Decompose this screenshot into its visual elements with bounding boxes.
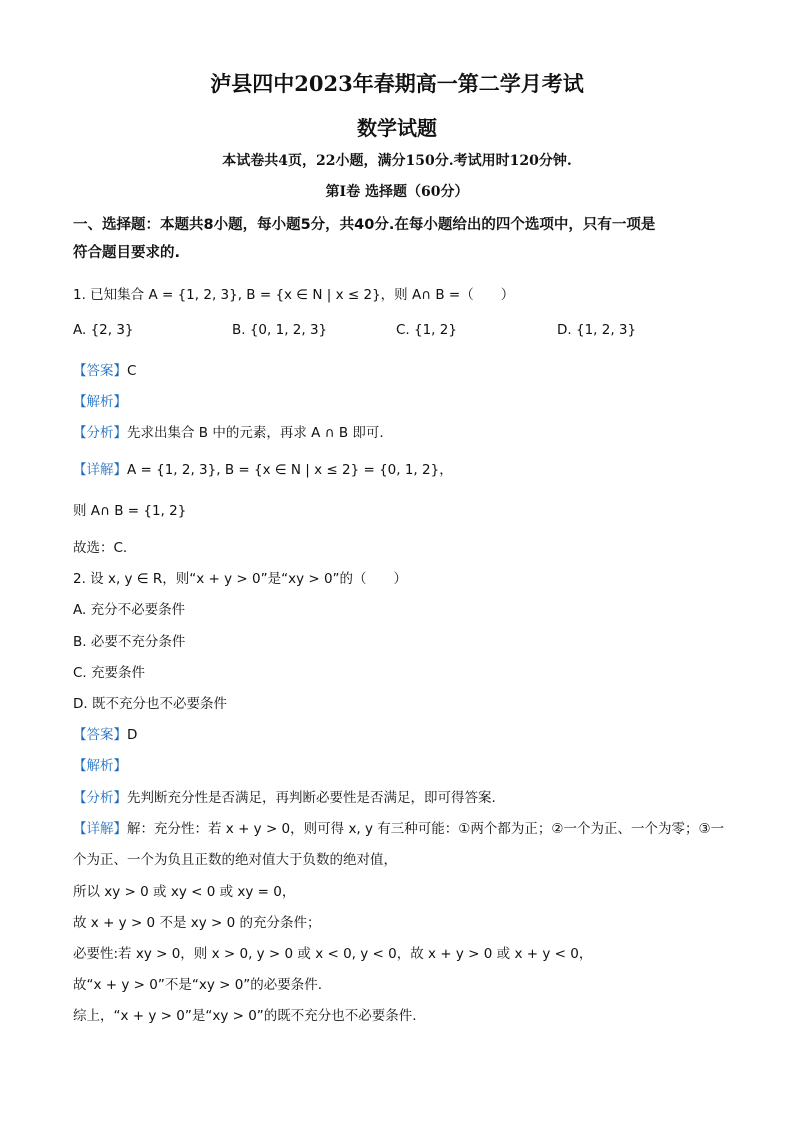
q1-answer-value: C (127, 363, 137, 379)
answer-tag: 【答案】 (73, 363, 127, 379)
q1-fenxi (73, 421, 726, 441)
fenxi-tag: 【分析】 (73, 790, 127, 806)
q2-stem: 2. 设 x, y ∈ R，则“x + y > 0”是“xy > 0”的（ ） (73, 571, 408, 587)
q1-option-d: D. {1, 2, 3} (557, 322, 637, 338)
q2-option-d: D. 既不充分也不必要条件 (73, 696, 227, 712)
q2-line7: 综上，“x + y > 0”是“xy > 0”的既不充分也不必要条件. (73, 1008, 417, 1024)
answer-tag: 【答案】 (73, 727, 127, 743)
analysis-tag: 【解析】 (73, 394, 127, 410)
exam-info: 本试卷共4页，22小题，满分150分.考试用时120分钟. (222, 153, 572, 169)
q2-line3: 所以 xy > 0 或 xy < 0 或 xy = 0， (73, 884, 296, 900)
q2-option-c: C. 充要条件 (73, 665, 146, 681)
q1-conclusion: 故选：C. (73, 540, 128, 556)
q1-xiangjie (73, 458, 726, 478)
q2-line2: 个为正、一个为负且正数的绝对值大于负数的绝对值， (73, 852, 397, 868)
q2-analysis-tag (73, 754, 726, 774)
exam-title: 泸县四中2023年春期高一第二学月考试 (210, 71, 584, 96)
q2-line6: 故“x + y > 0”不是“xy > 0”的必要条件. (73, 977, 323, 993)
q1-option-c: C. {1, 2} (396, 322, 457, 338)
q2-line4: 故 x + y > 0 不是 xy > 0 的充分条件； (73, 915, 321, 931)
q2-xiangjie-text: 解：充分性：若 x + y > 0，则可得 x, y 有三种可能：①两个都为正；②一个为正、一个为零；③一 (127, 821, 725, 837)
q1-option-b: B. {0, 1, 2, 3} (232, 322, 328, 338)
section-heading-line1: 一、选择题：本题共8小题，每小题5分，共40分.在每小题给出的四个选项中，只有一项是 (73, 217, 656, 233)
q1-option-a: A. {2, 3} (73, 322, 134, 338)
q1-answer (73, 359, 726, 379)
volume-title: 第I卷 选择题（60分） (325, 184, 469, 200)
q2-line5: 必要性:若 xy > 0，则 x > 0, y > 0 或 x < 0, y < 0，故 x + y > 0 或 x + y < 0， (73, 946, 593, 962)
q2-fenxi (73, 786, 726, 806)
q2-xiangjie (73, 817, 734, 837)
q1-stem: 1. 已知集合 A = {1, 2, 3}, B = {x ∈ N | x ≤ 2}，则 A∩ B =（ ） (73, 287, 515, 303)
q2-answer (73, 723, 726, 743)
q1-analysis-tag (73, 390, 726, 410)
q1-result: 则 A∩ B = {1, 2} (73, 503, 187, 519)
analysis-tag: 【解析】 (73, 758, 127, 774)
q2-answer-value: D (127, 727, 138, 743)
q2-fenxi-text: 先判断充分性是否满足，再判断必要性是否满足，即可得答案. (127, 790, 496, 806)
subject-title: 数学试题 (357, 116, 437, 140)
q2-option-a: A. 充分不必要条件 (73, 602, 186, 618)
fenxi-tag: 【分析】 (73, 425, 127, 441)
q2-option-b: B. 必要不充分条件 (73, 634, 186, 650)
section-heading-line2: 符合题目要求的. (73, 245, 181, 261)
xiangjie-tag: 【详解】 (73, 821, 127, 837)
q1-xiangjie-text: A = {1, 2, 3}, B = {x ∈ N | x ≤ 2} = {0, 1, 2}， (127, 462, 453, 478)
xiangjie-tag: 【详解】 (73, 462, 127, 478)
q1-fenxi-text: 先求出集合 B 中的元素，再求 A ∩ B 即可. (127, 425, 384, 441)
